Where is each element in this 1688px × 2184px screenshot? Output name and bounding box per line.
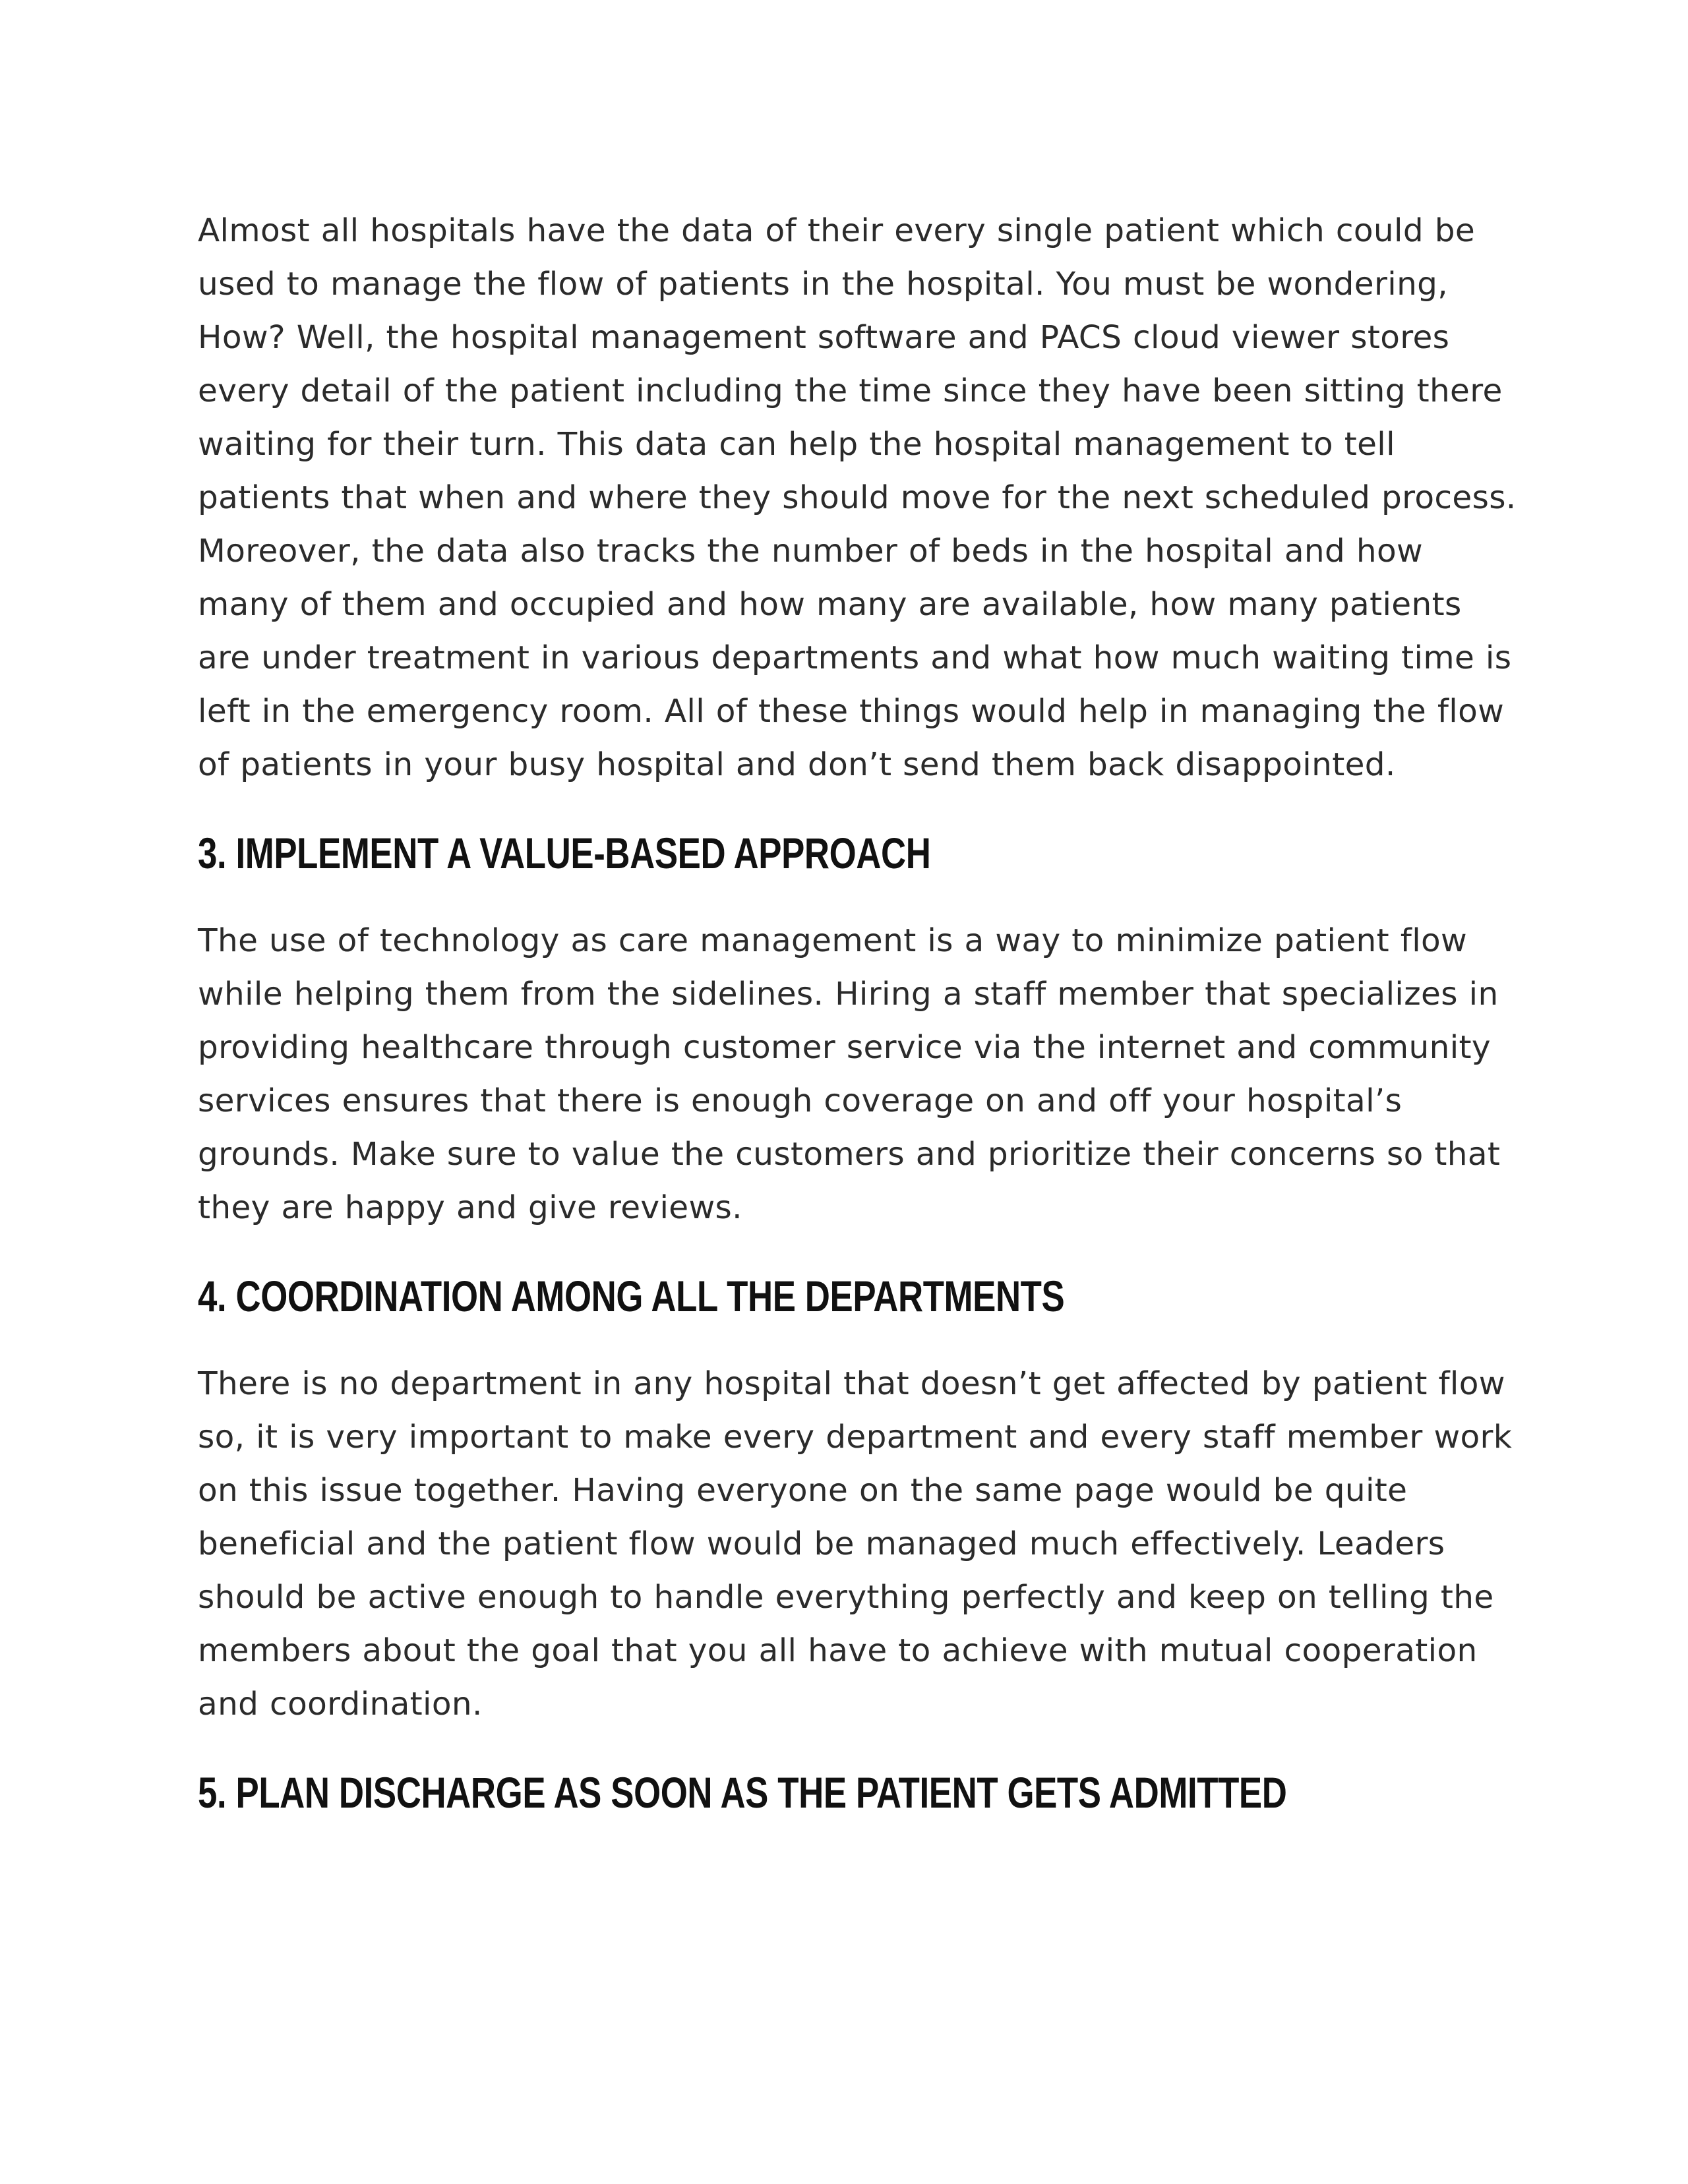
section-heading-value-based-approach: 3. IMPLEMENT A VALUE-BASED APPROACH	[198, 829, 931, 877]
paragraph-line: How? Well, the hospital management software and PACS cloud viewer stores	[198, 319, 1450, 356]
paragraph-line: left in the emergency room. All of these things would help in managing the flow	[198, 693, 1505, 730]
paragraph-line: used to manage the flow of patients in the hospital. You must be wondering,	[198, 266, 1449, 303]
paragraph-line: services ensures that there is enough coverage on and off your hospital’s	[198, 1082, 1402, 1119]
paragraph-line: waiting for their turn. This data can help the hospital management to tell	[198, 426, 1395, 463]
paragraph-line: while helping them from the sidelines. Hiring a staff member that specializes in	[198, 976, 1499, 1013]
paragraph-line: patients that when and where they should move for the next scheduled process.	[198, 479, 1517, 516]
paragraph-line: There is no department in any hospital that doesn’t get affected by patient flow	[198, 1365, 1505, 1402]
paragraph-line: Moreover, the data also tracks the number of beds in the hospital and how	[198, 533, 1424, 570]
paragraph-line: many of them and occupied and how many are available, how many patients	[198, 586, 1462, 623]
paragraph-line: and coordination.	[198, 1686, 483, 1723]
paragraph-line: so, it is very important to make every department and every staff member work	[198, 1419, 1513, 1456]
paragraph-line: on this issue together. Having everyone on the same page would be quite	[198, 1472, 1408, 1509]
paragraph-line: they are happy and give reviews.	[198, 1189, 742, 1226]
section-heading-coordination: 4. COORDINATION AMONG ALL THE DEPARTMENTS	[198, 1272, 1065, 1320]
paragraph-line: grounds. Make sure to value the customers and prioritize their concerns so that	[198, 1136, 1501, 1173]
paragraph-line: of patients in your busy hospital and don’t send them back disappointed.	[198, 746, 1396, 783]
paragraph-line: Almost all hospitals have the data of their every single patient which could be	[198, 212, 1476, 249]
paragraph-line: members about the goal that you all have to achieve with mutual cooperation	[198, 1632, 1478, 1669]
paragraph-line: The use of technology as care management is a way to minimize patient flow	[198, 922, 1468, 959]
paragraph-line: providing healthcare through customer service via the internet and community	[198, 1029, 1491, 1066]
paragraph-line: beneficial and the patient flow would be managed much effectively. Leaders	[198, 1525, 1445, 1562]
paragraph-coordination	[198, 1357, 1513, 1731]
document-content	[198, 204, 1517, 1819]
paragraph-line: every detail of the patient including the time since they have been sitting there	[198, 372, 1503, 409]
paragraph-patient-data	[198, 204, 1517, 792]
paragraph-line: are under treatment in various departments and what how much waiting time is	[198, 639, 1512, 676]
section-heading-plan-discharge: 5. PLAN DISCHARGE AS SOON AS THE PATIENT GETS ADMITTED	[198, 1768, 1287, 1817]
paragraph-value-based-approach	[198, 914, 1510, 1235]
paragraph-line: should be active enough to handle everything perfectly and keep on telling the	[198, 1579, 1494, 1616]
